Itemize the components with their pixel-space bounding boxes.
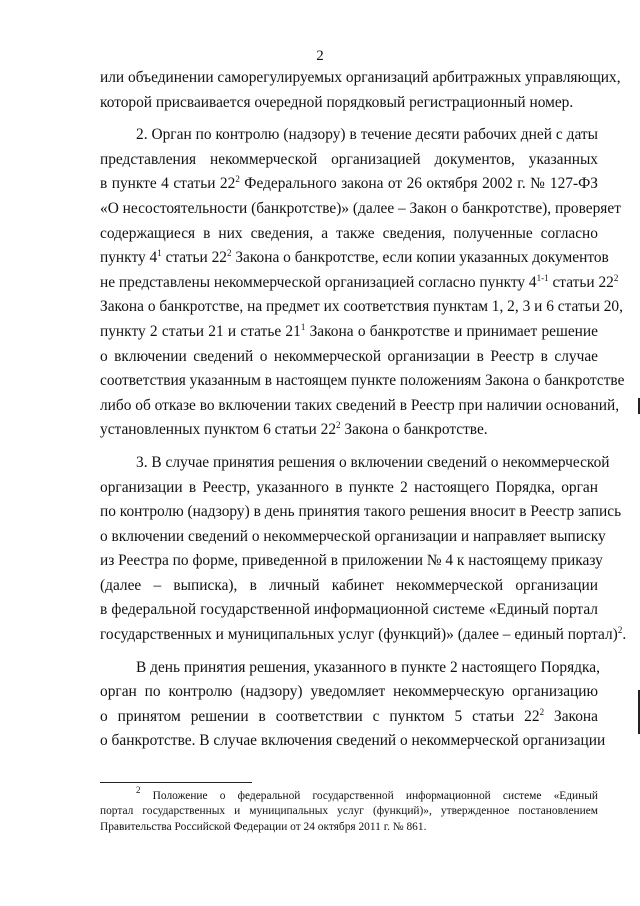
superscript: 1 [157,248,162,259]
text-line: государственных и муниципальных услуг (функций)» (далее – единый портал)$^2$. [100,625,627,644]
document-body [100,66,627,754]
superscript: 2 [226,248,232,259]
text-line: не представлены некоммерческой организацией согласно пункту 4$^{1-1}$ статьи $22^2$ [100,272,619,291]
text-line: о включении сведений о некоммерческой организации в Реестр в случае [100,347,598,365]
text-line: (далее – выписка), в личный кабинет некоммерческой организации [100,576,598,594]
text-line: о принятом решении в соответствии с пунктом 5 статьи $22^2$ Закона [100,706,598,725]
text-line: соответствия указанным в настоящем пункте положениям Закона о банкротстве [100,372,625,390]
footnote-separator [100,782,252,783]
text-line: содержащиеся в них сведения, а также сведения, полученные согласно [100,224,598,242]
text-line: или объединении саморегулируемых организаций арбитражных управляющих, [100,69,621,86]
superscript: 1-1 [536,272,549,283]
footnote-marker: 2 [136,785,141,795]
footnote-line: портал государственных и муниципальных услуг (функций)», утвержденное постановлением [100,805,598,818]
text-line: из Реестра по форме, приведенной в приложении № 4 к настоящему приказу [100,552,603,570]
page-number: 2 [316,48,324,64]
text-line: пункту $4^1$ статьи $22^2$ Закона о банкротстве, если копии указанных документов [100,248,609,267]
paragraph-notification [100,656,606,754]
paragraph-continuation [100,66,621,115]
text-line: «О несостоятельности (банкротстве)» (далее – Закон о банкротстве), проверяет [100,199,621,217]
superscript: 2 [336,420,341,431]
text-line: 3. В случае принятия решения о включении сведений о некоммерческой [136,453,610,471]
footnote-reference: 2 [617,625,623,636]
superscript: 2 [613,272,619,283]
superscript: 2 [539,706,545,717]
text-line: в пункте 4 статьи $22^2$ Федерального закона от 26 октября 2002 г. № 127-ФЗ [100,174,598,193]
text-line: организации в Реестр, указанного в пункте 2 настоящего Порядка, орган [100,478,598,496]
paragraph-item-2 [100,123,625,443]
text-line: в федеральной государственной информационной системе «Единый портал [100,601,598,619]
text-line: В день принятия решения, указанного в пункте 2 настоящего Порядка, [136,658,600,676]
text-line: по контролю (надзору) в день принятия такого решения вносит в Реестр запись [100,503,622,521]
text-line: 2. Орган по контролю (надзору) в течение десяти рабочих дней с даты [136,126,598,144]
text-line: представления некоммерческой организацией документов, указанных [100,150,598,168]
text-line: о банкротстве. В случае включения сведений о некоммерческой организации [100,732,606,750]
text-line: о включении сведений о некоммерческой организации и направляет выписку [100,527,606,545]
text-line: пункту 2 статьи 21 и статье $21^1$ Закона о банкротстве и принимает решение [100,321,598,340]
superscript: 2 [235,174,240,185]
superscript: 1 [300,321,306,332]
text-line: орган по контролю (надзору) уведомляет некоммерческую организацию [100,683,598,701]
text-line: Закона о банкротстве, на предмет их соответствия пунктам 1, 2, 3 и 6 статьи 20, [100,298,623,316]
paragraph-item-3 [100,451,627,648]
footnote-line: Правительства Российской Федерации от 24 октября 2011 г. № 861. [100,820,427,833]
footnote-line: $^2$ Положение о федеральной государственной информационной системе «Единый [136,785,598,802]
text-line: установленных пунктом 6 статьи $22^2$ Закона о банкротстве. [100,420,488,439]
footnote [100,785,598,835]
text-line: которой присваивается очередной порядковый регистрационный номер. [100,93,574,111]
text-line: либо об отказе во включении таких сведений в Реестр при наличии оснований, [100,396,620,414]
